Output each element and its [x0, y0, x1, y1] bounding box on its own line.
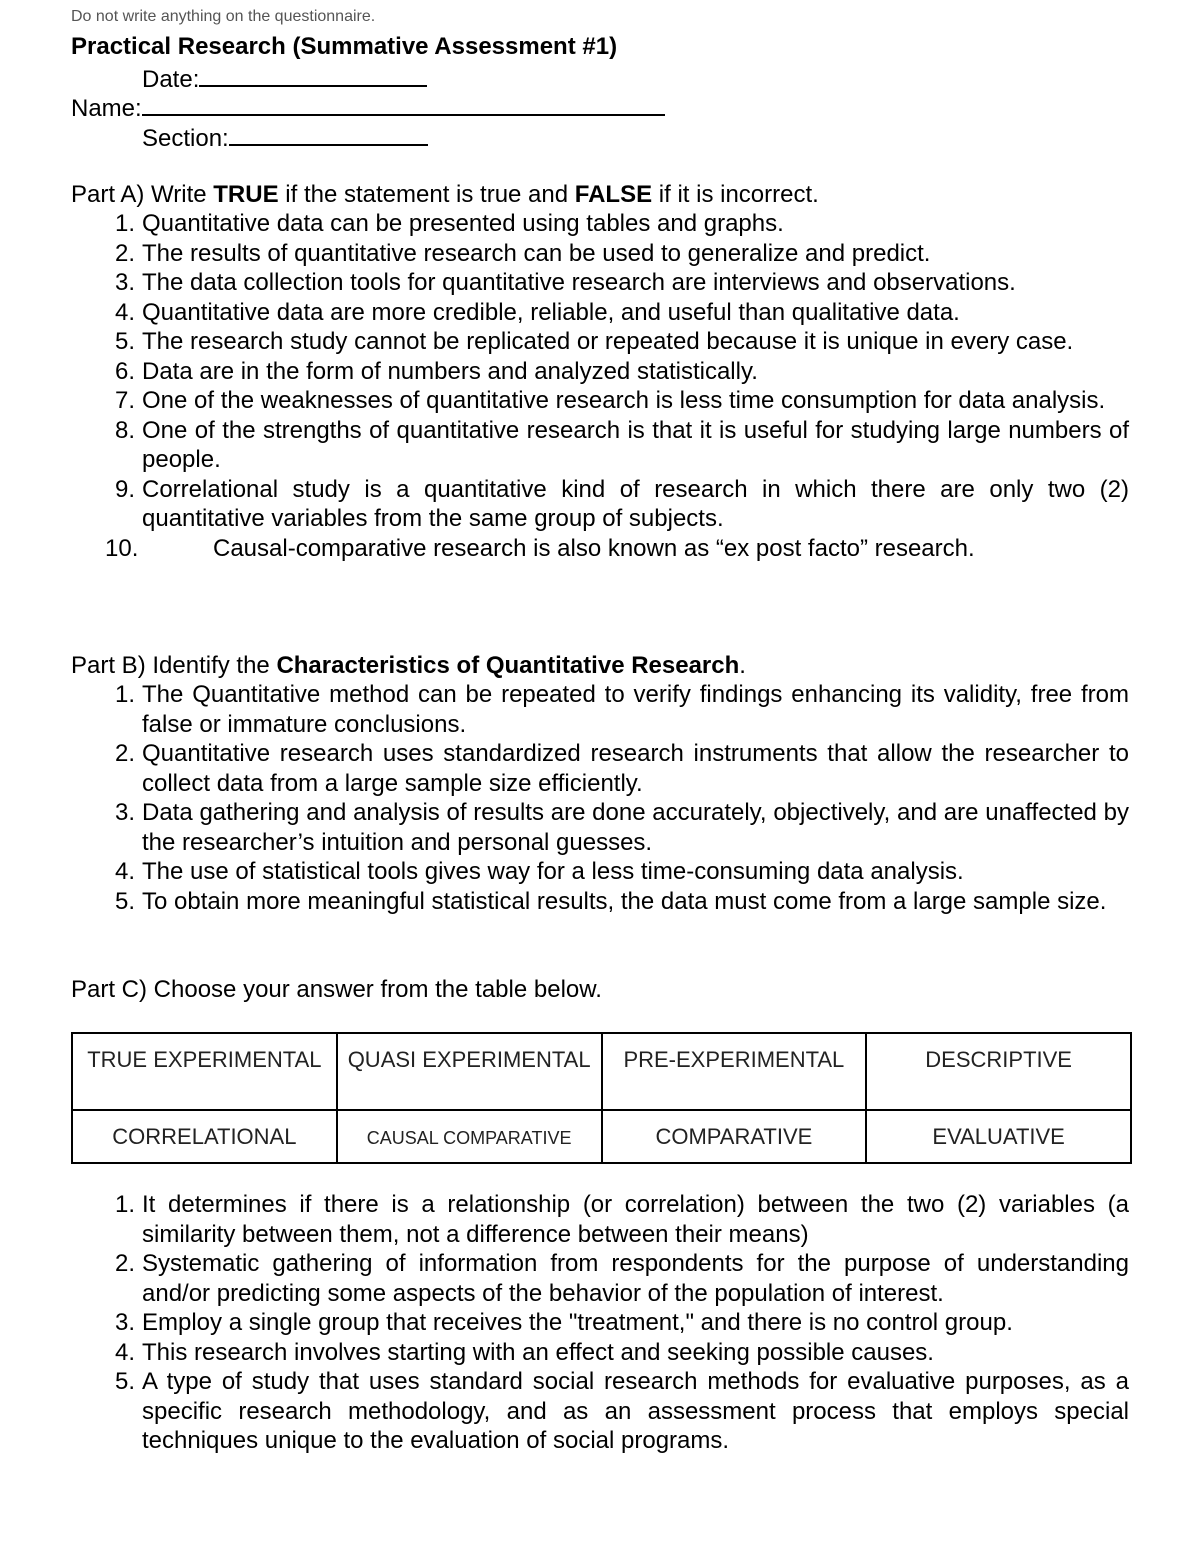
- part-b-heading-bold: Characteristics of Quantitative Research: [276, 652, 740, 679]
- item-number: 6.: [114, 357, 135, 385]
- item-number: 3.: [114, 1309, 135, 1336]
- part-c-heading: Part C) Choose your answer from the table below.: [71, 976, 602, 1003]
- list-item: [71, 1308, 1129, 1338]
- name-blank: [142, 92, 665, 116]
- part-a-true-keyword: TRUE: [213, 181, 279, 208]
- item-text: Quantitative data are more credible, reliable, and useful than qualitative data.: [142, 298, 960, 326]
- part-a-heading-text: if it is incorrect.: [652, 181, 819, 208]
- instruction-notice: Do not write anything on the questionnaire.: [71, 8, 376, 25]
- item-number: 3.: [114, 799, 135, 826]
- item-number: 5.: [114, 1368, 135, 1395]
- list-item: [71, 1338, 1129, 1368]
- part-c-list: [71, 1190, 1129, 1456]
- part-b-heading-text: Part B) Identify the: [71, 652, 277, 679]
- part-b-heading-text: .: [739, 652, 746, 679]
- part-a-heading: [71, 180, 819, 210]
- part-a-heading-text: Part A) Write: [71, 181, 214, 208]
- list-item: [71, 534, 1129, 564]
- table-row: [72, 1033, 1131, 1110]
- item-text: The data collection tools for quantitative research are interviews and observations.: [142, 269, 1016, 296]
- list-item: [71, 357, 1129, 387]
- item-number: 10.: [105, 534, 139, 562]
- item-number: 5.: [114, 887, 135, 915]
- list-item: [71, 798, 1129, 857]
- item-number: 5.: [114, 328, 135, 355]
- item-number: 2.: [114, 1250, 135, 1277]
- item-number: 2.: [114, 239, 135, 267]
- list-item: [71, 857, 1129, 887]
- item-text: Data are in the form of numbers and analyzed statistically.: [142, 357, 758, 385]
- list-item: [71, 327, 1129, 357]
- list-item: [71, 209, 1129, 239]
- item-number: 1.: [114, 1191, 135, 1218]
- date-blank: [199, 63, 427, 87]
- item-number: 4.: [114, 858, 135, 885]
- item-text: Causal-comparative research is also known as “ex post facto” research.: [213, 534, 975, 562]
- item-number: 1.: [114, 681, 135, 708]
- table-cell: PRE-EXPERIMENTAL: [602, 1033, 867, 1110]
- item-text: Systematic gathering of information from respondents for the purpose of understanding and/or predicting some aspects of the behavior of the population of interest.: [142, 1250, 1129, 1307]
- item-number: 3.: [114, 269, 135, 296]
- section-blank: [229, 122, 428, 146]
- table-cell: DESCRIPTIVE: [866, 1033, 1131, 1110]
- part-a-false-keyword: FALSE: [574, 181, 653, 208]
- item-text: To obtain more meaningful statistical results, the data must come from a large sample size.: [142, 887, 1107, 915]
- item-number: 8.: [114, 416, 135, 444]
- item-text: It determines if there is a relationship (or correlation) between the two (2) variables (a similarity between them, not a difference between their means): [142, 1191, 1129, 1248]
- item-text: One of the strengths of quantitative research is that it is useful for studying large numbers of people.: [142, 416, 1129, 473]
- part-a-heading-text: if the statement is true and: [278, 181, 575, 208]
- list-item: [71, 386, 1129, 416]
- item-text: Employ a single group that receives the "treatment," and there is no control group.: [142, 1309, 1013, 1336]
- item-number: 2.: [114, 740, 135, 767]
- name-label: Name:: [71, 95, 142, 122]
- part-b-list: [71, 680, 1129, 916]
- table-row: [72, 1110, 1131, 1163]
- item-number: 9.: [114, 475, 135, 503]
- item-text: Quantitative data can be presented using tables and graphs.: [142, 210, 784, 237]
- list-item: [71, 298, 1129, 328]
- item-text: The research study cannot be replicated or repeated because it is unique in every case.: [142, 328, 1074, 355]
- list-item: [71, 239, 1129, 269]
- table-cell: QUASI EXPERIMENTAL: [337, 1033, 602, 1110]
- item-text: A type of study that uses standard social research methods for evaluative purposes, as a specific research methodology, and as an assessment process that employs special techniques unique to the evaluation of social programs.: [142, 1368, 1129, 1454]
- list-item: [71, 268, 1129, 298]
- item-number: 1.: [114, 210, 135, 237]
- section-label: Section:: [142, 125, 229, 152]
- list-item: [71, 1367, 1129, 1456]
- item-text: Correlational study is a quantitative kind of research in which there are only two (2) quantitative variables from the same group of subjects.: [142, 475, 1129, 532]
- table-cell: TRUE EXPERIMENTAL: [72, 1033, 337, 1110]
- section-field: [142, 122, 428, 154]
- date-label: Date:: [142, 66, 200, 93]
- list-item: [71, 887, 1129, 917]
- table-cell: CAUSAL COMPARATIVE: [337, 1110, 602, 1163]
- table-cell: COMPARATIVE: [602, 1110, 867, 1163]
- part-a-list: [71, 209, 1129, 563]
- item-text: The results of quantitative research can be used to generalize and predict.: [142, 239, 931, 267]
- item-number: 7.: [114, 387, 135, 414]
- item-text: Data gathering and analysis of results are done accurately, objectively, and are unaffected by the researcher’s intuition and personal guesses.: [142, 799, 1129, 856]
- item-number: 4.: [114, 298, 135, 326]
- item-text: The Quantitative method can be repeated to verify findings enhancing its validity, free from false or immature conclusions.: [142, 681, 1129, 738]
- table-cell: EVALUATIVE: [866, 1110, 1131, 1163]
- list-item: [71, 1249, 1129, 1308]
- item-text: This research involves starting with an effect and seeking possible causes.: [142, 1338, 934, 1366]
- item-text: One of the weaknesses of quantitative research is less time consumption for data analysis.: [142, 387, 1106, 414]
- list-item: [71, 1190, 1129, 1249]
- list-item: [71, 680, 1129, 739]
- list-item: [71, 475, 1129, 534]
- item-text: The use of statistical tools gives way for a less time-consuming data analysis.: [142, 858, 964, 885]
- list-item: [71, 739, 1129, 798]
- date-field: [142, 63, 427, 95]
- list-item: [71, 416, 1129, 475]
- part-b-heading: [71, 651, 746, 681]
- name-field: [71, 92, 665, 124]
- page-title: Practical Research (Summative Assessment #1): [71, 33, 618, 60]
- item-text: Quantitative research uses standardized research instruments that allow the researcher to collect data from a large sample size efficiently.: [142, 740, 1129, 797]
- item-number: 4.: [114, 1338, 135, 1366]
- answer-choices-table: [71, 1032, 1132, 1164]
- table-cell: CORRELATIONAL: [72, 1110, 337, 1163]
